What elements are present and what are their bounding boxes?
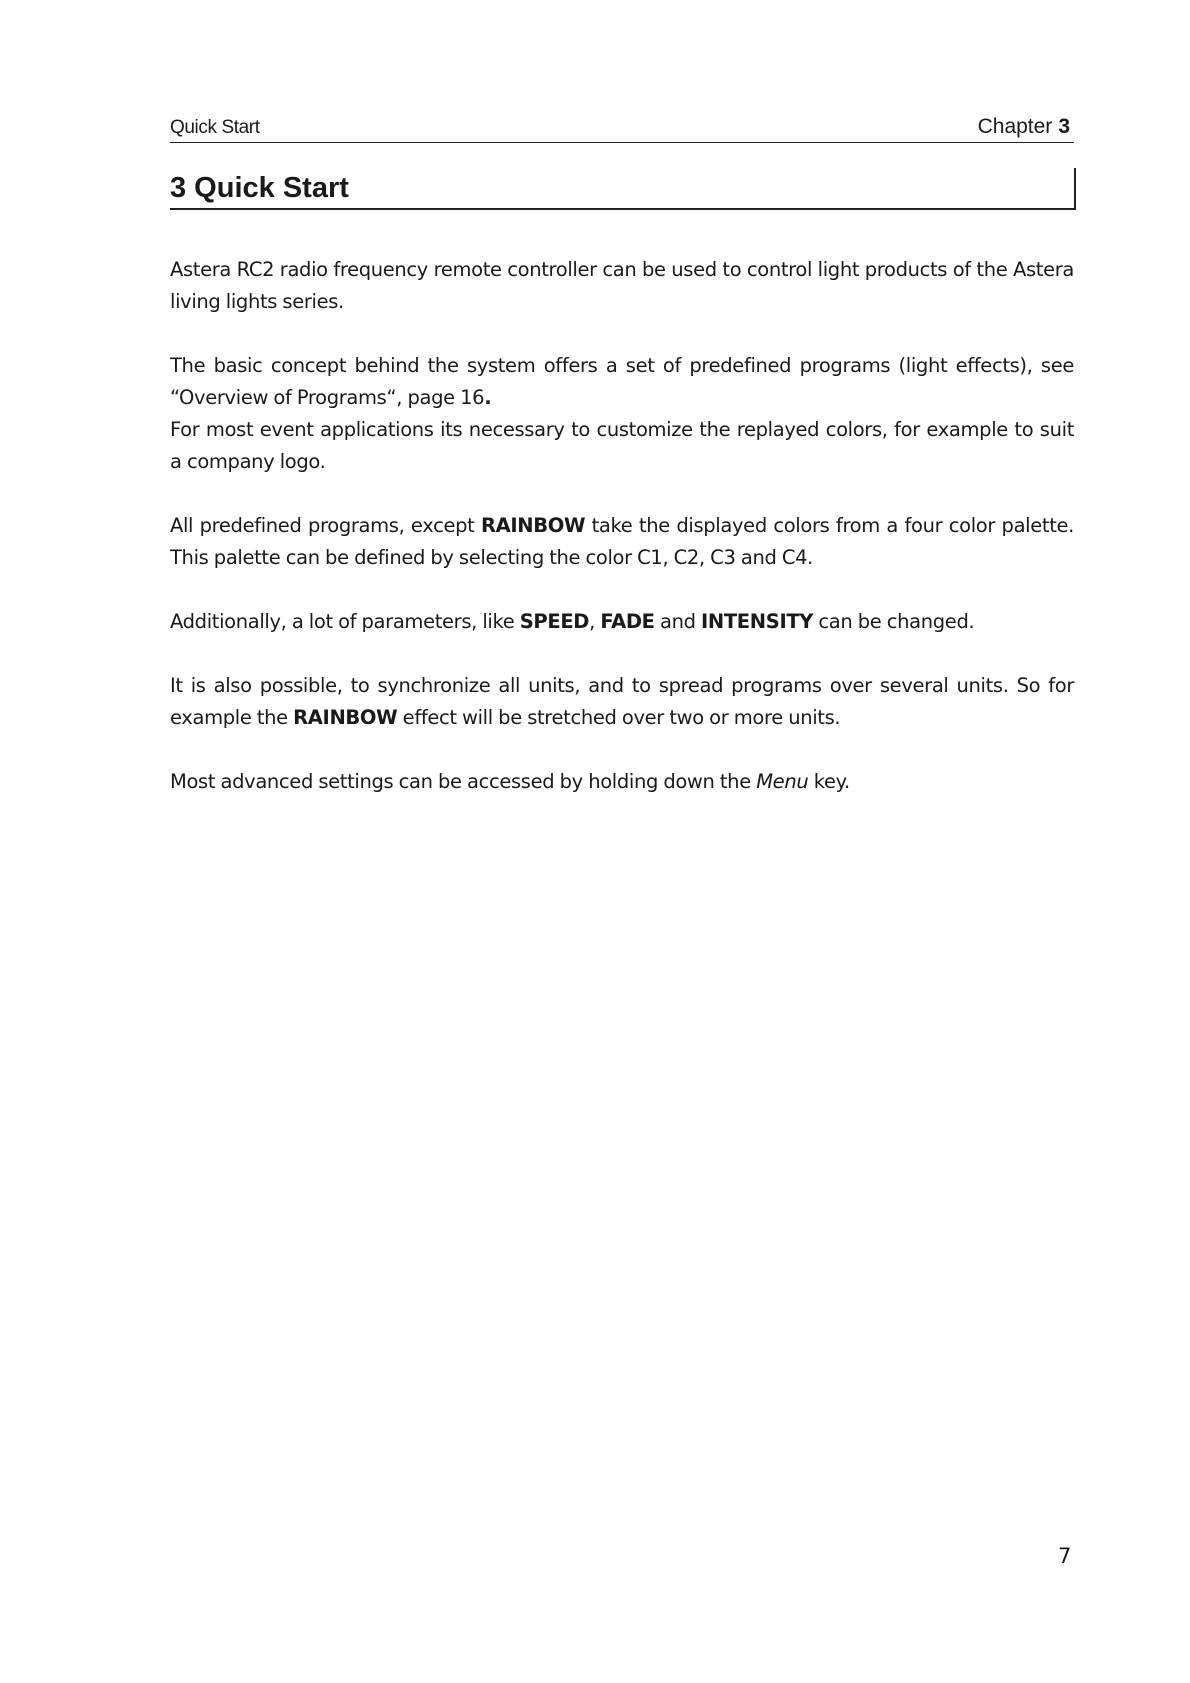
page-number: 7 (1058, 1544, 1072, 1568)
paragraph-intro: Astera RC2 radio frequency remote controller can be used to control light products of the Astera living lights series. (170, 258, 1074, 313)
chapter-heading (170, 168, 1076, 210)
keyword-rainbow: RAINBOW (293, 706, 398, 729)
paragraph-menu-key (170, 766, 1074, 798)
text-fragment: Most advanced settings can be accessed by holding down the (170, 770, 757, 793)
running-header-chapter (978, 115, 1074, 139)
keyword-intensity: INTENSITY (700, 610, 814, 633)
page-title: 3 Quick Start (170, 172, 349, 204)
chapter-label: Chapter (977, 115, 1053, 138)
keyword-rainbow: RAINBOW (480, 514, 586, 537)
running-header-section: Quick Start (170, 117, 260, 138)
text-fragment: take the displayed colors from a four color palette. This palette can be defined by selecting the color C1, C2, C3 and C4. (170, 514, 1074, 569)
running-header (170, 114, 1074, 143)
paragraph-parameters (170, 606, 1074, 638)
text-fragment: , (589, 610, 601, 633)
keyword-speed: SPEED (519, 610, 590, 633)
keyword-menu: Menu (756, 770, 809, 793)
paragraph-concept-period: . (484, 386, 492, 409)
body-text (170, 254, 1074, 830)
text-fragment: and (654, 610, 701, 633)
paragraph-concept-text: The basic concept behind the system offers a set of predefined programs (light effects), see “Overview of Programs“, page 16 (170, 354, 1074, 409)
text-fragment: Additionally, a lot of parameters, like (170, 610, 520, 633)
text-fragment: effect will be stretched over two or more units. (397, 706, 841, 729)
text-fragment: key. (808, 770, 850, 793)
paragraph-synchronize (170, 670, 1074, 734)
text-fragment: All predefined programs, except (170, 514, 481, 537)
text-fragment: It is also possible, to synchronize all units, and to spread programs over several units. So for example the (170, 674, 1074, 729)
chapter-number: 3 (1058, 115, 1070, 138)
paragraph-concept (170, 350, 1074, 414)
paragraph-palette (170, 510, 1074, 574)
paragraph-customize: For most event applications its necessary to customize the replayed colors, for example to suit a company logo. (170, 418, 1074, 473)
text-fragment: can be changed. (813, 610, 975, 633)
keyword-fade: FADE (600, 610, 655, 633)
